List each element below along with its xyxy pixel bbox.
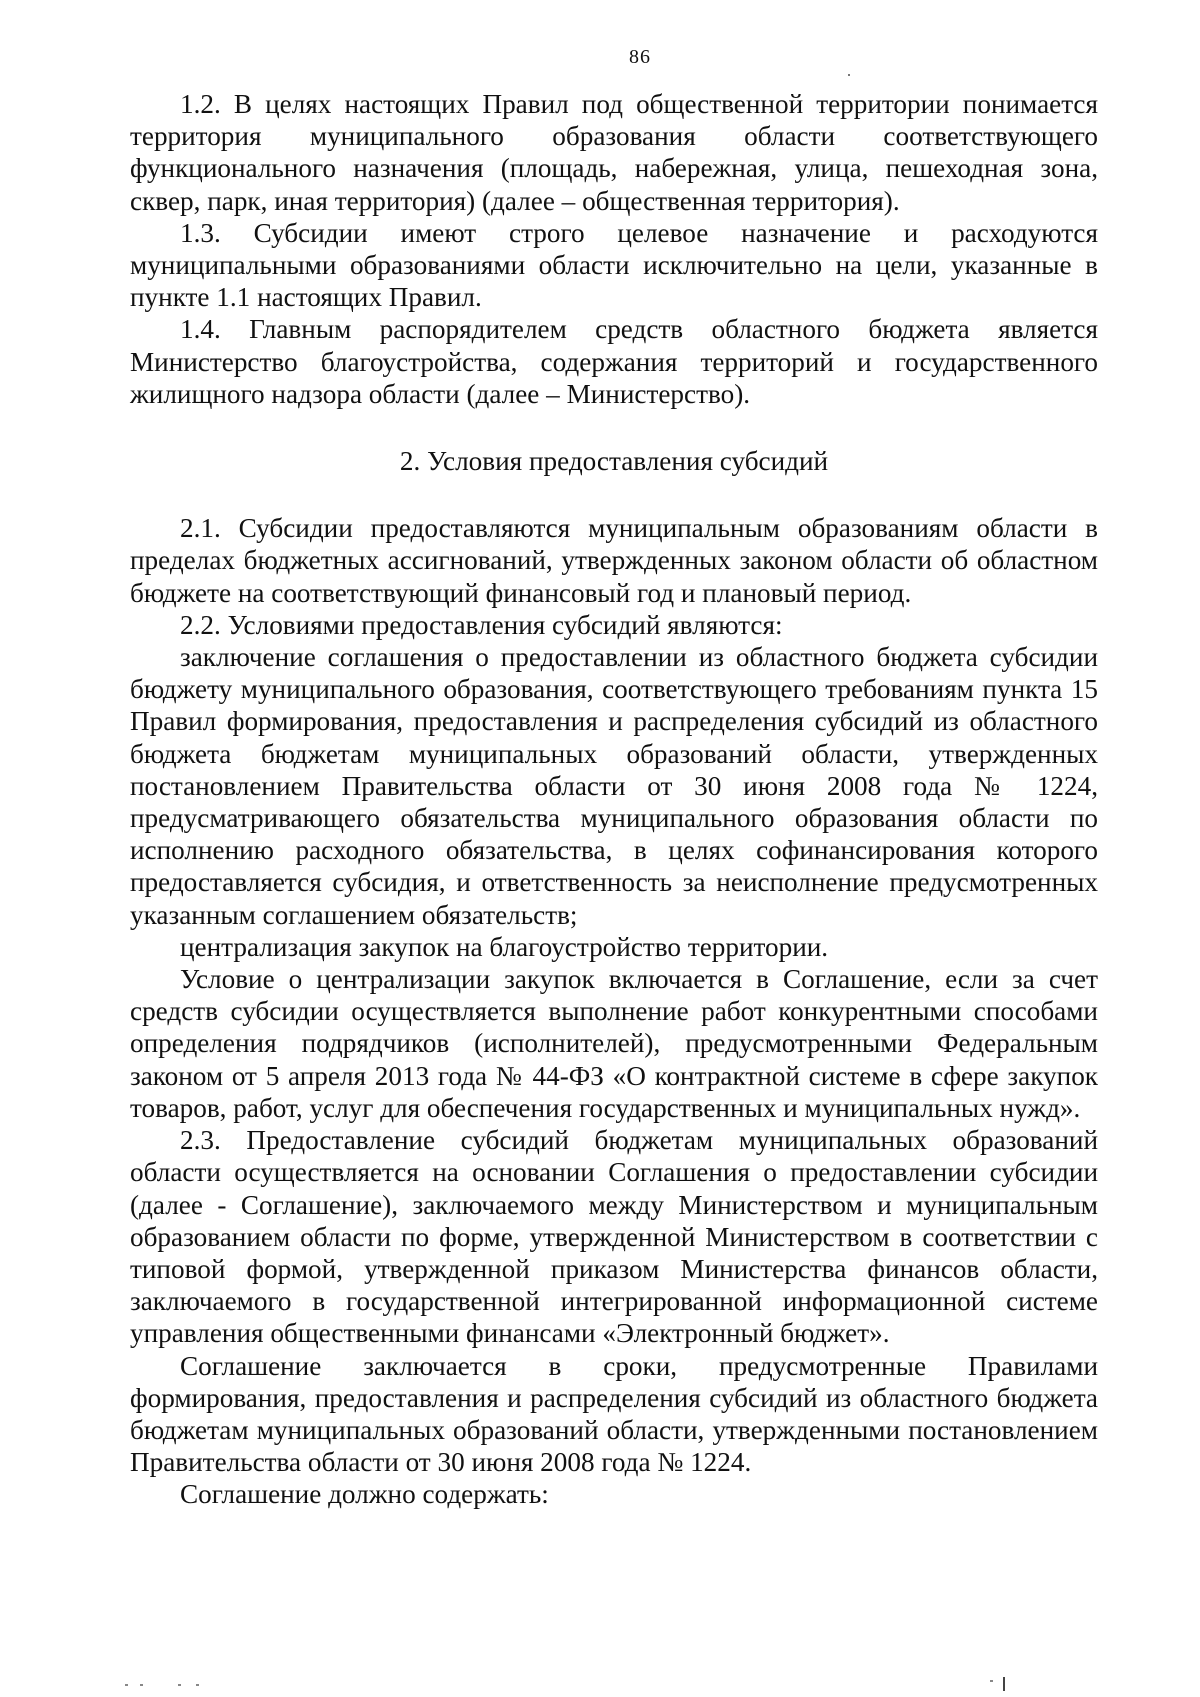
scan-dot <box>196 1684 199 1686</box>
document-body <box>130 88 1098 1511</box>
scan-dot <box>178 1684 181 1686</box>
paragraph-2-3: 2.3. Предоставление субсидий бюджетам муниципальных образований области осуществляется на основании Соглашения о предоставлении субсидии (далее - Соглашение), заключаемого между Министерством и муниципальным образованием области по форме, утвержденной Министерством в соответствии с типовой формой, утвержденной приказом Министерства финансов области, заключаемого в государственной интегрированной информационной системе управления общественными финансами «Электронный бюджет». <box>130 1125 1098 1349</box>
scan-artifacts <box>0 1672 1200 1692</box>
scan-speck <box>848 74 850 76</box>
paragraph-agreement-condition: заключение соглашения о предоставлении из областного бюджета субсидии бюджету муниципального образования, соответствующего требованиям пункта 15 Правил формирования, предоставления и распределения субсидий из областного бюджета бюджетам муниципальных образований области, утвержденных постановлением Правительства области от 30 июня 2008 года № 1224, предусматривающего обязательства муниципального образования области по исполнению расходного обязательства, в целях софинансирования которого предоставляется субсидия, и ответственность за неисполнение предусмотренных указанным соглашением обязательств; <box>130 642 1098 930</box>
paragraph-centralization: централизация закупок на благоустройство территории. <box>180 931 829 962</box>
paragraph-agreement-terms: Соглашение заключается в сроки, предусмотренные Правилами формирования, предоставления и распределения субсидий из областного бюджета бюджетам муниципальных образований области, утвержденными постановлением Правительства области от 30 июня 2008 года № 1224. <box>130 1350 1098 1478</box>
scan-dot <box>125 1684 128 1686</box>
scan-dot <box>990 1680 993 1682</box>
paragraph-centralization-condition: Условие о централизации закупок включается в Соглашение, если за счет средств субсидии осуществляется выполнение работ конкурентными способами определения подрядчиков (исполнителей), предусмотренными Федеральным законом от 5 апреля 2013 года № 44-ФЗ «О контрактной системе в сфере закупок товаров, работ, услуг для обеспечения государственных и муниципальных нужд». <box>130 964 1098 1123</box>
page-number: 86 <box>629 46 651 68</box>
paragraph-2-2: 2.2. Условиями предоставления субсидий являются: <box>180 609 783 640</box>
paragraph-2-1: 2.1. Субсидии предоставляются муниципальным образованиям области в пределах бюджетных ассигнований, утвержденных законом области об областном бюджете на соответствующий финансовый год и плановый период. <box>130 513 1098 608</box>
scan-edge-mark <box>1003 1677 1005 1691</box>
paragraph-agreement-contents: Соглашение должно содержать: <box>180 1479 549 1510</box>
paragraph-1-4: 1.4. Главным распорядителем средств областного бюджета является Министерство благоустройства, содержания территорий и государственного жилищного надзора области (далее – Министерство). <box>130 314 1098 409</box>
scan-dot <box>140 1684 143 1686</box>
section-heading: 2. Условия предоставления субсидий <box>399 446 829 477</box>
paragraph-1-3: 1.3. Субсидии имеют строго целевое назначение и расходуются муниципальными образованиями области исключительно на цели, указанные в пункте 1.1 настоящих Правил. <box>130 217 1098 313</box>
paragraph-1-2: 1.2. В целях настоящих Правил под общественной территории понимается территория муниципального образования области соответствующего функционального назначения (площадь, набережная, улица, пешеходная зона, сквер, парк, иная территория) (далее – общественная территория). <box>130 89 1098 216</box>
